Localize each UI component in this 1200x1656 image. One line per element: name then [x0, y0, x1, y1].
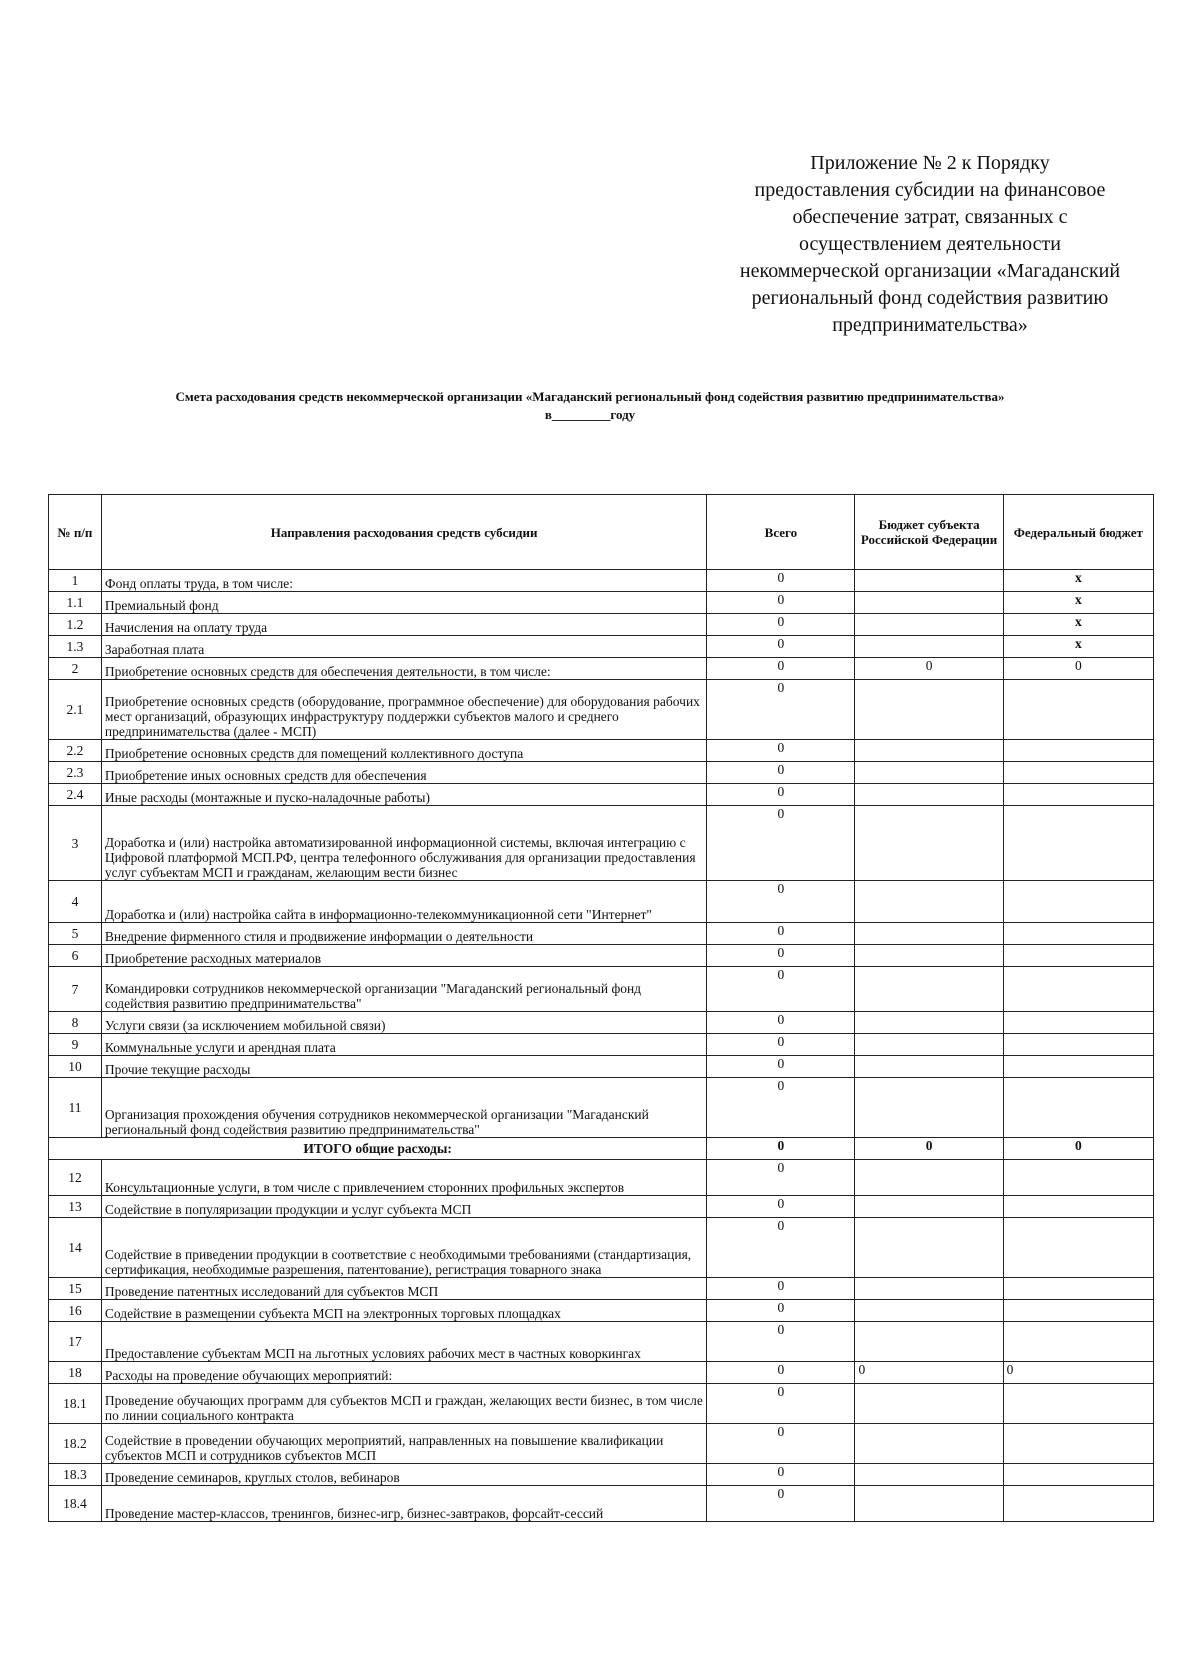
row-federal-budget [1003, 1486, 1153, 1522]
row-description: Приобретение иных основных средств для обеспечения [101, 762, 706, 784]
row-description: Проведение обучающих программ для субъектов МСП и граждан, желающих вести бизнес, в том числе по линии социального контракта [101, 1384, 706, 1424]
row-number: 16 [49, 1300, 102, 1322]
table-row [49, 967, 1154, 1012]
table-row [49, 740, 1154, 762]
row-total: 0 [707, 1384, 855, 1424]
row-total: 0 [707, 1278, 855, 1300]
row-description: Содействие в размещении субъекта МСП на электронных торговых площадках [101, 1300, 706, 1322]
table-row [49, 806, 1154, 881]
header-total: Всего [707, 495, 855, 570]
row-description: Внедрение фирменного стиля и продвижение информации о деятельности [101, 923, 706, 945]
header-regional-budget: Бюджет субъекта Российской Федерации [855, 495, 1003, 570]
row-regional-budget [855, 1160, 1003, 1196]
row-regional-budget [855, 680, 1003, 740]
row-federal-budget [1003, 1464, 1153, 1486]
table-row [49, 945, 1154, 967]
row-regional-budget [855, 1424, 1003, 1464]
header-federal-budget: Федеральный бюджет [1003, 495, 1153, 570]
row-regional-budget [855, 592, 1003, 614]
row-regional-budget [855, 806, 1003, 881]
row-number: 18.1 [49, 1384, 102, 1424]
table-row [49, 636, 1154, 658]
table-row [49, 680, 1154, 740]
summary-regional-budget: 0 [855, 1138, 1003, 1160]
row-description: Предоставление субъектам МСП на льготных условиях рабочих мест в частных коворкингах [101, 1322, 706, 1362]
row-federal-budget [1003, 945, 1153, 967]
header-name: Направления расходования средств субсидии [101, 495, 706, 570]
row-description: Организация прохождения обучения сотрудников некоммерческой организации "Магаданский региональный фонд содействия развитию предпринимательства" [101, 1078, 706, 1138]
row-regional-budget [855, 570, 1003, 592]
row-description: Проведение семинаров, круглых столов, вебинаров [101, 1464, 706, 1486]
row-description: Проведение патентных исследований для субъектов МСП [101, 1278, 706, 1300]
row-total: 0 [707, 945, 855, 967]
row-number: 7 [49, 967, 102, 1012]
row-total: 0 [707, 784, 855, 806]
row-total: 0 [707, 806, 855, 881]
row-regional-budget [855, 1012, 1003, 1034]
appendix-heading [690, 150, 1170, 339]
table-row [49, 1384, 1154, 1424]
table-row [49, 658, 1154, 680]
table-row [49, 1160, 1154, 1196]
row-number: 2.2 [49, 740, 102, 762]
row-total: 0 [707, 923, 855, 945]
title-line: Смета расходования средств некоммерческой организации «Магаданский региональный фонд содействия развитию предпринимательства» [175, 389, 1005, 404]
row-number: 10 [49, 1056, 102, 1078]
row-federal-budget: x [1003, 636, 1153, 658]
table-row [49, 1012, 1154, 1034]
row-number: 1.1 [49, 592, 102, 614]
table-row [49, 1362, 1154, 1384]
row-total: 0 [707, 636, 855, 658]
row-regional-budget: 0 [855, 1362, 1003, 1384]
row-number: 12 [49, 1160, 102, 1196]
summary-federal-budget: 0 [1003, 1138, 1153, 1160]
summary-total: 0 [707, 1138, 855, 1160]
row-federal-budget [1003, 680, 1153, 740]
row-federal-budget: x [1003, 592, 1153, 614]
row-federal-budget: x [1003, 614, 1153, 636]
row-total: 0 [707, 1300, 855, 1322]
row-regional-budget [855, 945, 1003, 967]
row-regional-budget [855, 1486, 1003, 1522]
row-regional-budget [855, 1218, 1003, 1278]
table-row [49, 1056, 1154, 1078]
summary-label: ИТОГО общие расходы: [49, 1138, 707, 1160]
row-total: 0 [707, 1012, 855, 1034]
row-federal-budget [1003, 762, 1153, 784]
row-regional-budget [855, 1196, 1003, 1218]
row-description: Доработка и (или) настройка автоматизированной информационной системы, включая интеграцию с Цифровой платформой МСП.РФ, центра телефонного обслуживания для организации предоставления услуг субъектам МСП и гражданам, желающим вести бизнес [101, 806, 706, 881]
table-row [49, 1218, 1154, 1278]
table-row [49, 923, 1154, 945]
row-number: 18.3 [49, 1464, 102, 1486]
row-regional-budget [855, 1034, 1003, 1056]
row-description: Услуги связи (за исключением мобильной связи) [101, 1012, 706, 1034]
row-regional-budget [855, 1384, 1003, 1424]
row-description: Консультационные услуги, в том числе с привлечением сторонних профильных экспертов [101, 1160, 706, 1196]
row-regional-budget [855, 762, 1003, 784]
row-number: 13 [49, 1196, 102, 1218]
appendix-line: предпринимательства» [832, 314, 1028, 336]
row-total: 0 [707, 1160, 855, 1196]
table-row [49, 762, 1154, 784]
appendix-line: Приложение № 2 к Порядку [810, 152, 1050, 174]
header-num: № п/п [49, 495, 102, 570]
table-row [49, 614, 1154, 636]
row-description: Содействие в популяризации продукции и услуг субъекта МСП [101, 1196, 706, 1218]
row-federal-budget [1003, 1034, 1153, 1056]
row-number: 2.1 [49, 680, 102, 740]
row-number: 8 [49, 1012, 102, 1034]
row-total: 0 [707, 1486, 855, 1522]
row-regional-budget [855, 1300, 1003, 1322]
row-federal-budget [1003, 1424, 1153, 1464]
document-title [40, 388, 1140, 424]
table-row [49, 1300, 1154, 1322]
row-total: 0 [707, 1078, 855, 1138]
row-total: 0 [707, 1218, 855, 1278]
appendix-line: региональный фонд содействия развитию [751, 287, 1109, 309]
table-row [49, 784, 1154, 806]
appendix-line: предоставления субсидии на финансовое [754, 179, 1106, 201]
estimate-table [48, 494, 1154, 1522]
appendix-line: обеспечение затрат, связанных с [792, 206, 1068, 228]
row-number: 18.4 [49, 1486, 102, 1522]
row-number: 1.3 [49, 636, 102, 658]
row-number: 1 [49, 570, 102, 592]
row-regional-budget [855, 784, 1003, 806]
row-regional-budget [855, 923, 1003, 945]
row-federal-budget [1003, 1012, 1153, 1034]
row-regional-budget: 0 [855, 658, 1003, 680]
row-federal-budget [1003, 923, 1153, 945]
row-regional-budget [855, 1056, 1003, 1078]
row-federal-budget [1003, 784, 1153, 806]
table-row [49, 1424, 1154, 1464]
row-number: 14 [49, 1218, 102, 1278]
row-description: Иные расходы (монтажные и пуско-наладочные работы) [101, 784, 706, 806]
row-description: Премиальный фонд [101, 592, 706, 614]
row-federal-budget: 0 [1003, 658, 1153, 680]
row-number: 2.3 [49, 762, 102, 784]
row-total: 0 [707, 1424, 855, 1464]
row-regional-budget [855, 740, 1003, 762]
table-row [49, 1464, 1154, 1486]
row-regional-budget [855, 1278, 1003, 1300]
table-row [49, 1278, 1154, 1300]
row-total: 0 [707, 570, 855, 592]
row-total: 0 [707, 1464, 855, 1486]
row-federal-budget [1003, 967, 1153, 1012]
row-total: 0 [707, 680, 855, 740]
row-federal-budget [1003, 1218, 1153, 1278]
row-federal-budget [1003, 1384, 1153, 1424]
row-total: 0 [707, 658, 855, 680]
row-total: 0 [707, 740, 855, 762]
row-federal-budget [1003, 1196, 1153, 1218]
table-row [49, 1322, 1154, 1362]
table-row [49, 1196, 1154, 1218]
row-number: 2 [49, 658, 102, 680]
row-federal-budget [1003, 1300, 1153, 1322]
row-total: 0 [707, 1196, 855, 1218]
row-number: 3 [49, 806, 102, 881]
row-number: 18 [49, 1362, 102, 1384]
row-regional-budget [855, 1464, 1003, 1486]
row-total: 0 [707, 1362, 855, 1384]
row-number: 15 [49, 1278, 102, 1300]
row-federal-budget [1003, 881, 1153, 923]
row-description: Начисления на оплату труда [101, 614, 706, 636]
table-row [49, 592, 1154, 614]
row-number: 11 [49, 1078, 102, 1138]
row-description: Приобретение расходных материалов [101, 945, 706, 967]
row-description: Командировки сотрудников некоммерческой организации "Магаданский региональный фонд содействия развитию предпринимательства" [101, 967, 706, 1012]
row-total: 0 [707, 967, 855, 1012]
row-number: 2.4 [49, 784, 102, 806]
appendix-line: некоммерческой организации «Магаданский [739, 260, 1121, 282]
row-regional-budget [855, 881, 1003, 923]
row-description: Приобретение основных средств (оборудование, программное обеспечение) для оборудования рабочих мест организаций, образующих инфраструктуру поддержки субъектов малого и среднего предпринимательства (далее - МСП) [101, 680, 706, 740]
row-number: 6 [49, 945, 102, 967]
row-regional-budget [855, 1078, 1003, 1138]
table-row [49, 881, 1154, 923]
row-description: Приобретение основных средств для обеспечения деятельности, в том числе: [101, 658, 706, 680]
row-total: 0 [707, 1034, 855, 1056]
row-federal-budget [1003, 1160, 1153, 1196]
row-description: Доработка и (или) настройка сайта в информационно-телекоммуникационной сети "Интернет" [101, 881, 706, 923]
row-description: Содействие в проведении обучающих мероприятий, направленных на повышение квалификации субъектов МСП и сотрудников субъектов МСП [101, 1424, 706, 1464]
row-total: 0 [707, 762, 855, 784]
row-federal-budget: 0 [1003, 1362, 1153, 1384]
row-number: 1.2 [49, 614, 102, 636]
row-federal-budget [1003, 1078, 1153, 1138]
row-description: Расходы на проведение обучающих мероприятий: [101, 1362, 706, 1384]
row-federal-budget [1003, 1278, 1153, 1300]
table-row [49, 570, 1154, 592]
appendix-line: осуществлением деятельности [799, 233, 1061, 255]
row-total: 0 [707, 1322, 855, 1362]
row-number: 9 [49, 1034, 102, 1056]
row-federal-budget [1003, 806, 1153, 881]
row-total: 0 [707, 592, 855, 614]
row-total: 0 [707, 1056, 855, 1078]
row-federal-budget [1003, 740, 1153, 762]
table-header-row [49, 495, 1154, 570]
row-federal-budget [1003, 1056, 1153, 1078]
table-row [49, 1486, 1154, 1522]
row-number: 5 [49, 923, 102, 945]
row-federal-budget [1003, 1322, 1153, 1362]
row-total: 0 [707, 614, 855, 636]
row-regional-budget [855, 636, 1003, 658]
row-description: Фонд оплаты труда, в том числе: [101, 570, 706, 592]
row-description: Коммунальные услуги и арендная плата [101, 1034, 706, 1056]
row-description: Заработная плата [101, 636, 706, 658]
summary-row [49, 1138, 1154, 1160]
title-year-line: в_________году [544, 407, 636, 422]
row-description: Проведение мастер-классов, тренингов, бизнес-игр, бизнес-завтраков, форсайт-сессий [101, 1486, 706, 1522]
row-regional-budget [855, 614, 1003, 636]
row-regional-budget [855, 967, 1003, 1012]
table-row [49, 1034, 1154, 1056]
row-description: Приобретение основных средств для помещений коллективного доступа [101, 740, 706, 762]
row-regional-budget [855, 1322, 1003, 1362]
table-body [49, 570, 1154, 1522]
table-row [49, 1078, 1154, 1138]
row-description: Содействие в приведении продукции в соответствие с необходимыми требованиями (стандартизация, сертификация, необходимые разрешения, патентование), регистрация товарного знака [101, 1218, 706, 1278]
row-description: Прочие текущие расходы [101, 1056, 706, 1078]
row-federal-budget: x [1003, 570, 1153, 592]
row-number: 18.2 [49, 1424, 102, 1464]
row-number: 4 [49, 881, 102, 923]
row-total: 0 [707, 881, 855, 923]
row-number: 17 [49, 1322, 102, 1362]
